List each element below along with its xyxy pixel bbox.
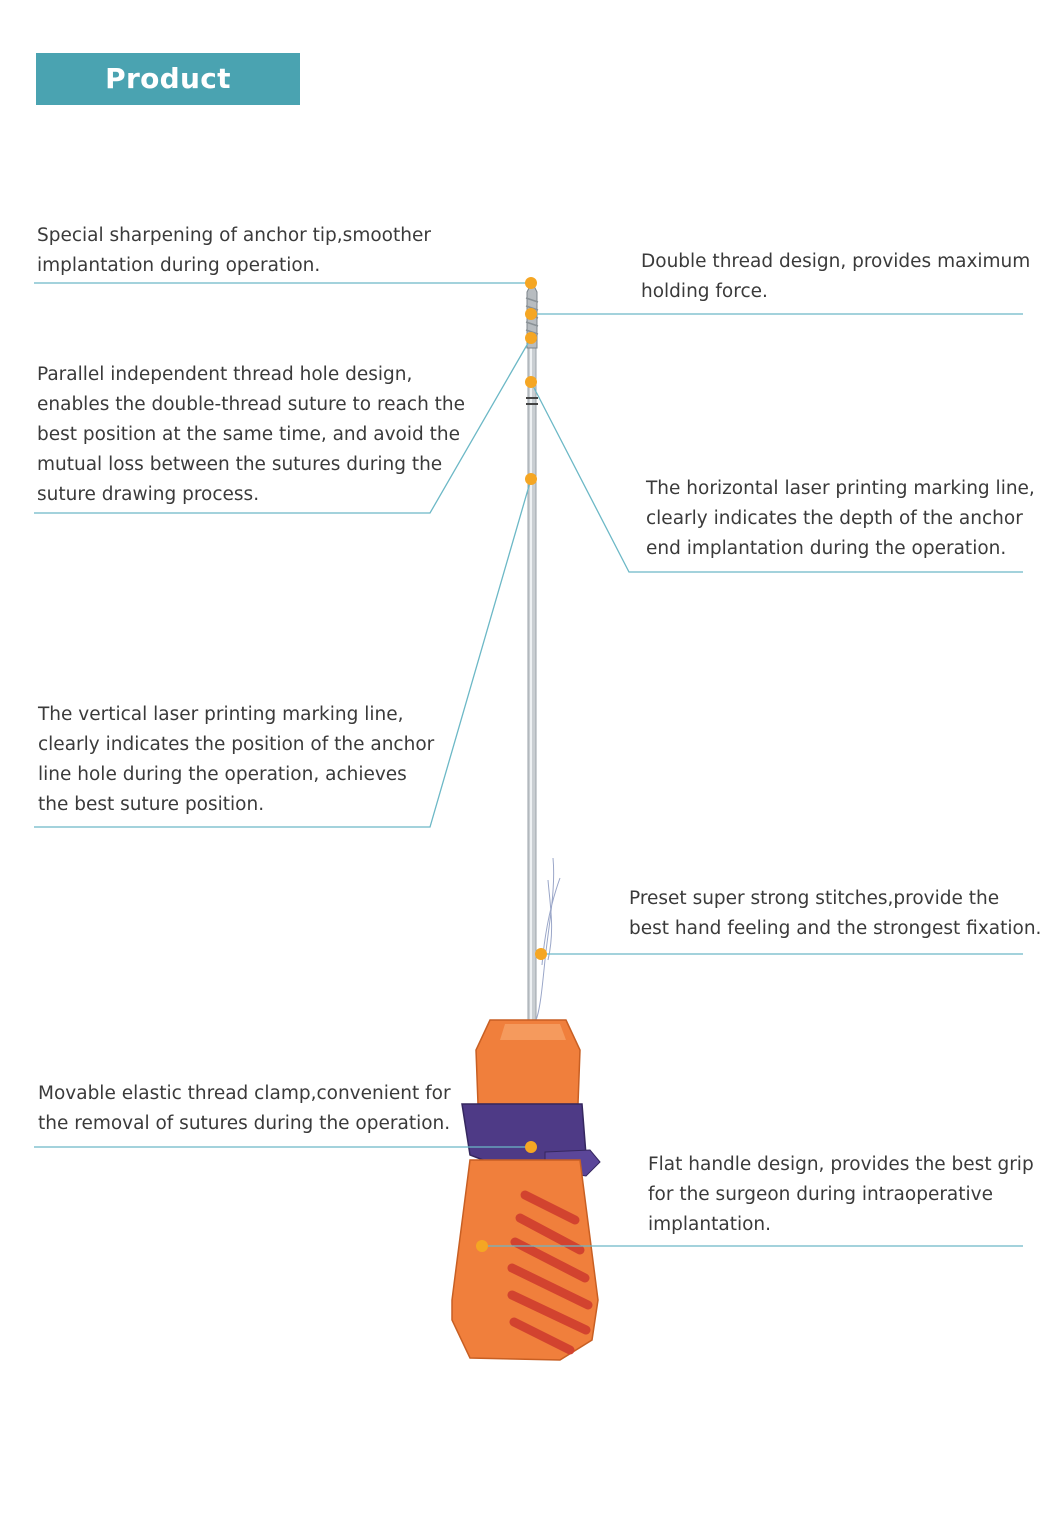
marker-anchor-tip — [525, 277, 537, 289]
marker-parallel-holes — [525, 332, 537, 344]
marker-thread-clamp — [525, 1141, 537, 1153]
marker-double-thread — [525, 308, 537, 320]
callout-parallel-holes: Parallel independent thread hole design, enables the double-thread suture to reach the best position at the same time, and avoid the mutual loss between the sutures during the suture drawing process. — [37, 364, 466, 505]
marker-horizontal-mark — [525, 376, 537, 388]
callout-horizontal-mark: The horizontal laser printing marking line, clearly indicates the depth of the anchor end implantation during the operation. — [646, 478, 1035, 559]
callout-thread-clamp: Movable elastic thread clamp,convenient for the removal of sutures during the operation. — [38, 1083, 451, 1134]
marker-vertical-mark — [525, 473, 537, 485]
callout-preset-stitches: Preset super strong stitches,provide the best hand feeling and the strongest fixation. — [629, 888, 1042, 939]
callout-double-thread: Double thread design, provides maximum holding force. — [641, 251, 1031, 302]
handle-cap-face — [500, 1024, 566, 1040]
section-title: Product Features — [97, 62, 239, 147]
callout-flat-handle: Flat handle design, provides the best grip for the surgeon during intraoperative implantation. — [648, 1154, 1034, 1235]
marker-flat-handle — [476, 1240, 488, 1252]
marker-preset-stitches — [535, 948, 547, 960]
callout-anchor-tip: Special sharpening of anchor tip,smoother implantation during operation. — [37, 225, 431, 276]
callout-vertical-mark: The vertical laser printing marking line, clearly indicates the position of the anchor line hole during the operation, achieves the best suture position. — [38, 704, 435, 815]
suture-threads — [536, 858, 560, 1020]
